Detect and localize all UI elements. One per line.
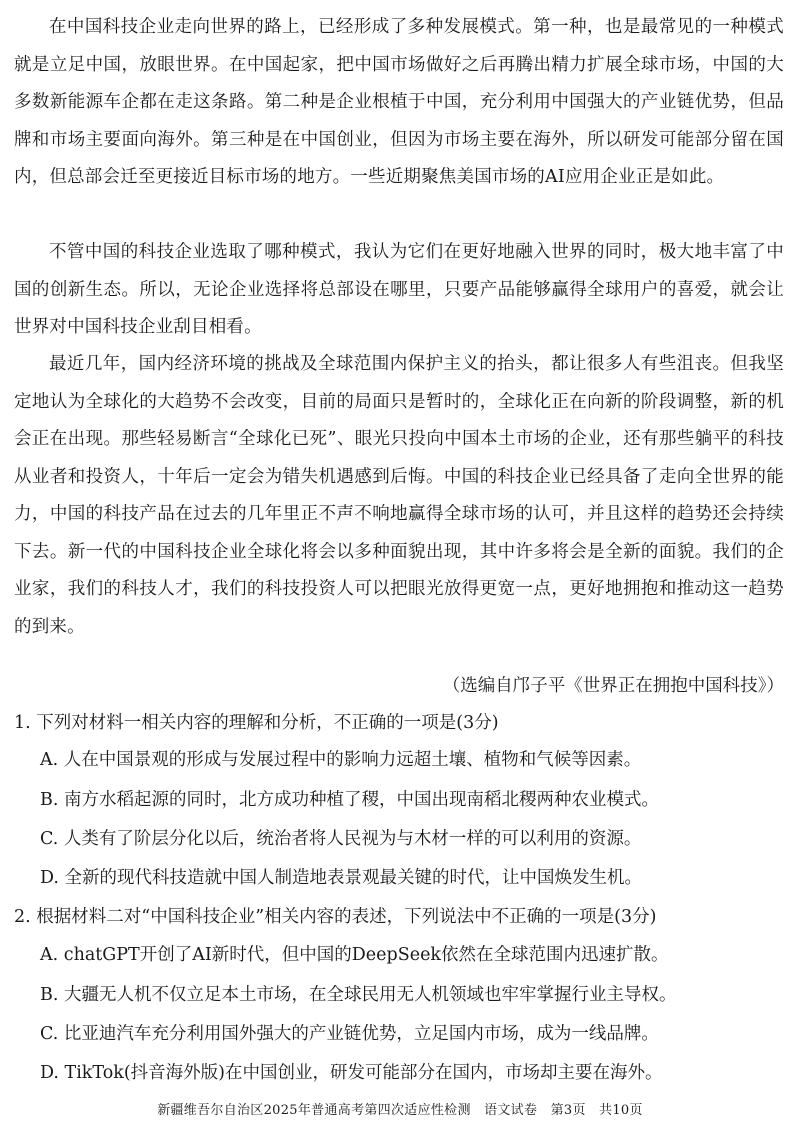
passage-source: （选编自邝子平《世界正在拥抱中国科技》） <box>442 676 784 696</box>
option-a: A. chatGPT开创了AI新时代，但中国的DeepSeek依然在全球范围内迅速扩散。 <box>40 945 669 965</box>
option-c: C. 人类有了阶层分化以后，统治者将人民视为与木材一样的可以利用的资源。 <box>40 829 642 849</box>
question-stem: 1. 下列对材料一相关内容的理解和分析，不正确的一项是(3分) <box>14 713 499 733</box>
page-footer: 新疆维吾尔自治区2025年普通高考第四次适应性检测 语文试卷 第3页 共10页 <box>157 1103 643 1118</box>
option-b: B. 南方水稻起源的同时，北方成功种植了稷，中国出现南稻北稷两种农业模式。 <box>40 790 659 810</box>
option-d: D. 全新的现代科技造就中国人制造地表景观最关键的时代，让中国焕发生机。 <box>40 868 643 888</box>
question-stem: 2. 根据材料二对“中国科技企业”相关内容的表述，下列说法中不正确的一项是(3分) <box>14 907 657 927</box>
passage-paragraph: 在中国科技企业走向世界的路上，已经形成了多种发展模式。第一种，也是最常见的一种模式就是立足中国，放眼世界。在中国起家，把中国市场做好之后再腾出精力扩展全球市场，中国的大多数新能源车企都在走这条路。第二种是企业根植于中国，充分利用中国强大的产业链优势，但品牌和市场主要面向海外。第三种是在中国创业，但因为市场主要在海外，所以研发可能部分留在国内，但总部会迁至更接近目标市场的地方。一些近期聚焦美国市场的AI应用企业正是如此。 <box>14 17 784 187</box>
option-b: B. 大疆无人机不仅立足本土市场，在全球民用无人机领域也牢牢掌握行业主导权。 <box>40 985 677 1005</box>
option-d: D. TikTok(抖音海外版)在中国创业，研发可能部分在国内，市场却主要在海外。 <box>40 1063 663 1083</box>
passage-paragraph: 最近几年，国内经济环境的挑战及全球范围内保护主义的抬头，都让很多人有些沮丧。但我坚定地认为全球化的大趋势不会改变，目前的局面只是暂时的，全球化正在向新的阶段调整，新的机会正在出现。那些轻易断言“全球化已死”、眼光只投向中国本土市场的企业，还有那些躺平的科技从业者和投资人，十年后一定会为错失机遇感到后悔。中国的科技企业已经具备了走向全世界的能力，中国的科技产品在过去的几年里正不声不响地赢得全球市场的认可，并且这样的趋势还会持续下去。新一代的中国科技企业全球化将会以多种面貌出现，其中许多将会是全新的面貌。我们的企业家，我们的科技人才，我们的科技投资人可以把眼光放得更宽一点，更好地拥抱和推动这一趋势的到来。 <box>14 354 784 637</box>
passage-paragraph: 不管中国的科技企业选取了哪种模式，我认为它们在更好地融入世界的同时，极大地丰富了中国的创新生态。所以，无论企业选择将总部设在哪里，只要产品能够赢得全球用户的喜爱，就会让世界对中国科技企业刮目相看。 <box>14 242 784 337</box>
option-a: A. 人在中国景观的形成与发展过程中的影响力远超土壤、植物和气候等因素。 <box>40 750 642 770</box>
option-c: C. 比亚迪汽车充分利用国外强大的产业链优势，立足国内市场，成为一线品牌。 <box>40 1024 659 1044</box>
